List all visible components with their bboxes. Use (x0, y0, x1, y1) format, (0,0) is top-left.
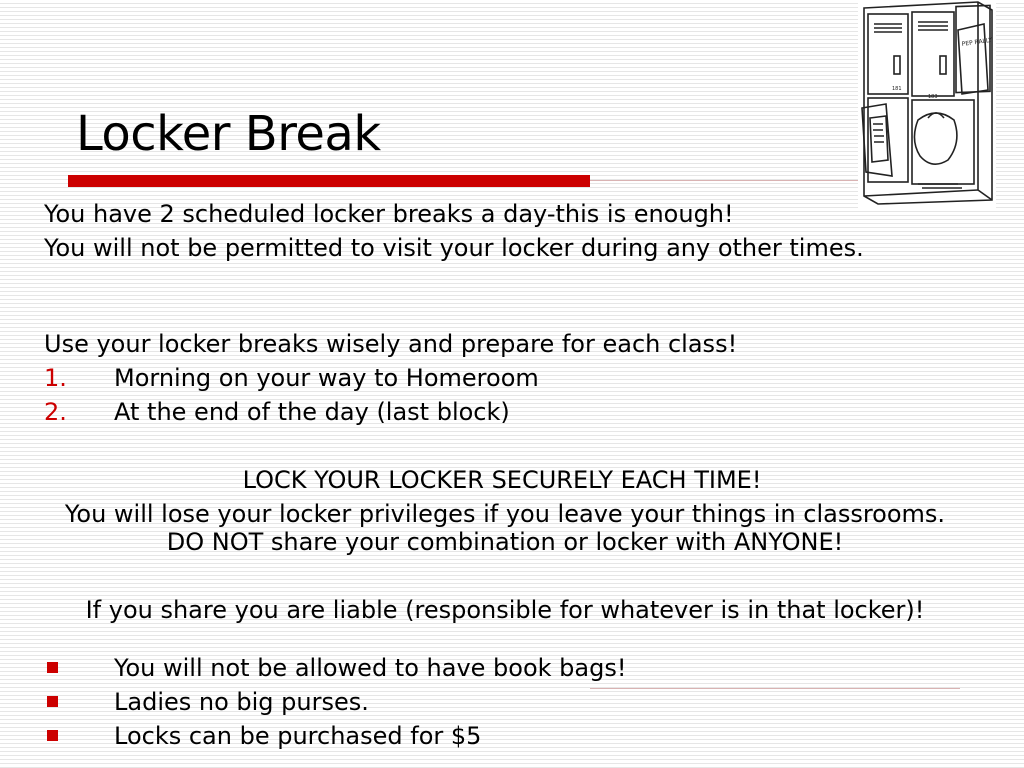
notice-lose-privileges: You will lose your locker privileges if you leave your things in classrooms. DO NOT share your combination or locker with ANYONE! (64, 500, 946, 556)
bullet-item-3: Locks can be purchased for $5 (114, 722, 482, 750)
bullet-item-2: Ladies no big purses. (114, 688, 369, 716)
list-item-2: At the end of the day (last block) (114, 398, 510, 426)
intro-line-2 (44, 234, 944, 262)
bullet-square-icon (47, 662, 58, 673)
bottom-rule (590, 688, 960, 689)
list-item-1: Morning on your way to Homeroom (114, 364, 539, 392)
locker-illustration (858, 0, 996, 208)
locker-drawing-icon (858, 0, 996, 208)
locker-number-181: 181 (892, 86, 902, 92)
slide-title: Locker Break (76, 106, 381, 162)
bullet-square-icon (47, 696, 58, 707)
intro-line-2-text: You will not be permitted to visit your locker during any other times. (44, 234, 864, 262)
list-number-2: 2. (44, 398, 67, 426)
notice-liability: If you share you are liable (responsible for whatever is in that locker)! (85, 596, 925, 624)
bullet-square-icon (47, 730, 58, 741)
locker-number-183: 183 (928, 94, 938, 100)
pep-rally-sign-text: PEP RALLY (961, 36, 993, 48)
advice-line: Use your locker breaks wisely and prepare for each class! (44, 330, 738, 358)
intro-line-1: You have 2 scheduled locker breaks a day-this is enough! (44, 200, 734, 228)
list-number-1: 1. (44, 364, 67, 392)
title-underline (68, 175, 590, 187)
bullet-item-1: You will not be allowed to have book bags! (114, 654, 627, 682)
notice-lock-locker: LOCK YOUR LOCKER SECURELY EACH TIME! (242, 466, 762, 494)
